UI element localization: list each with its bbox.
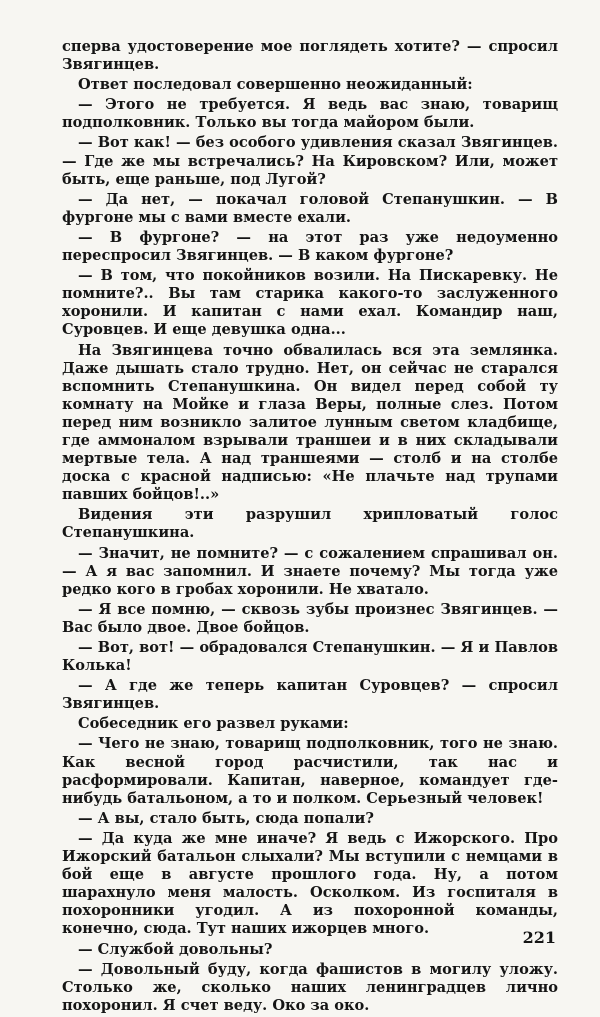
paragraph: — Вот, вот! — обрадовался Степанушкин. — Я и Павлов Колька!: [62, 639, 558, 675]
paragraph: — В том, что покойников возили. На Пискаревку. Не помните?.. Вы там старика какого-то заслуженного хоронили. И капитан с нами ехал. Командир наш, Суровцев. И еще девушка одна...: [62, 267, 558, 339]
paragraph: — А вы, стало быть, сюда попали?: [78, 809, 374, 827]
page-number: 221: [522, 928, 556, 947]
paragraph: — Этого не требуется. Я ведь вас знаю, товарищ подполковник. Только вы тогда майором были.: [62, 96, 558, 132]
paragraph: — Вот как! — без особого удивления сказал Звягинцев. — Где же мы встречались? На Кировском? Или, может быть, еще раньше, под Лугой?: [62, 134, 558, 188]
body-text: [62, 38, 558, 1017]
paragraph: На Звягинцева точно обвалилась вся эта землянка. Даже дышать стало трудно. Нет, он сейчас не старался вспомнить Степанушкина. Он видел перед собой ту комнату на Мойке и глаза Веры, полные слез. Потом перед ним возникло залитое лунным светом кладбище, где аммоналом взрывали траншеи и в них складывали мертвые тела. А над траншеями — столб и на столбе доска с красной надписью: «Не плачьте над трупами павших бойцов!..»: [62, 341, 558, 504]
paragraph: — Службой довольны?: [78, 940, 273, 958]
paragraph: — Довольный буду, когда фашистов в могилу уложу. Столько же, сколько наших ленинградцев лично похоронил. Я счет веду. Око за око.: [62, 960, 558, 1014]
paragraph: — В фургоне? — на этот раз уже недоуменно переспросил Звягинцев. — В каком фургоне?: [62, 228, 558, 265]
paragraph: Собеседник его развел руками:: [78, 715, 349, 733]
paragraph: — Значит, не помните? — с сожалением спрашивал он. — А я вас запомнил. И знаете почему? Мы тогда уже редко кого в гробах хоронили. Не хватало.: [62, 544, 558, 598]
paragraph: — А где же теперь капитан Суровцев? — спросил Звягинцев.: [62, 677, 558, 713]
paragraph: — Да куда же мне иначе? Я ведь с Ижорского. Про Ижорский батальон слыхали? Мы вступили с немцами в бой еще в августе прошлого года. Ну, а потом шарахнуло меня малость. Осколком. Из госпиталя в похоронники угодил. А из похоронной команды, конечно, сюда. Тут наших ижорцев много.: [62, 829, 558, 938]
paragraph: сперва удостоверение мое поглядеть хотите? — спросил Звягинцев.: [62, 38, 558, 74]
paragraph: — Да нет, — покачал головой Степанушкин. — В фургоне мы с вами вместе ехали.: [62, 190, 558, 226]
paragraph: Ответ последовал совершенно неожиданный:: [78, 76, 473, 94]
paragraph: Видения эти разрушил хрипловатый голос Степанушкина.: [62, 506, 558, 542]
paragraph: — Чего не знаю, товарищ подполковник, того не знаю. Как весной город расчистили, так нас и расформировали. Капитан, наверное, командует где-нибудь батальоном, а то и полком. Серьезный человек!: [62, 735, 558, 807]
paragraph: — Я все помню, — сквозь зубы произнес Звягинцев. — Вас было двое. Двое бойцов.: [62, 600, 558, 636]
